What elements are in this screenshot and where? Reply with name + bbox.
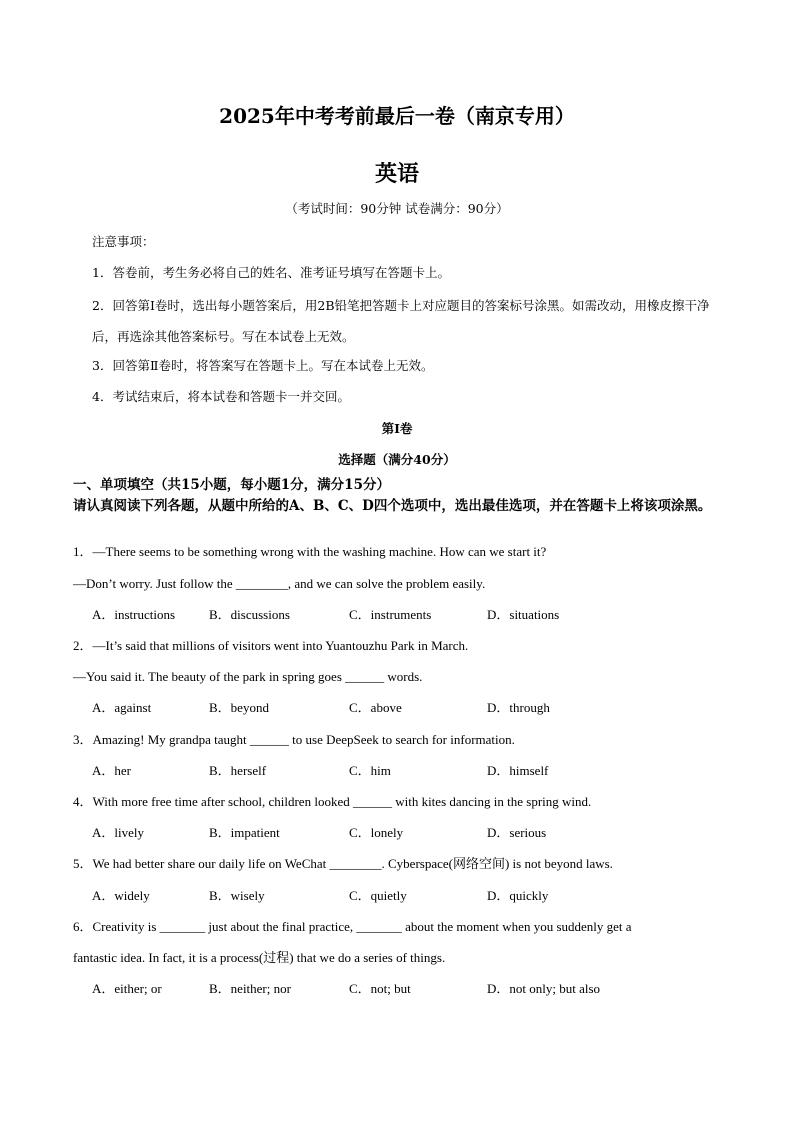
part-subtitle: 选择题（满分40分） xyxy=(338,452,456,467)
question-6-options xyxy=(92,980,712,998)
question-5-option-a: A．widely xyxy=(92,888,150,903)
question-3-option-d: D．himself xyxy=(487,763,549,778)
question-2-option-a: A．against xyxy=(92,700,152,715)
question-6-line-2: fantastic idea. In fact, it is a process(过程) that we do a series of things. xyxy=(73,950,446,965)
question-5-line-1: 5．We had better share our daily life on WeChat ________. Cyberspace(网络空间) is not beyond laws. xyxy=(73,856,613,871)
question-6-option-c: C．not; but xyxy=(349,981,411,996)
question-6-option-a: A．either; or xyxy=(92,981,162,996)
question-5-options xyxy=(92,887,712,905)
question-4-line-1: 4．With more free time after school, children looked ______ with kites dancing in the spring wind. xyxy=(73,794,592,809)
question-4-options xyxy=(92,824,712,842)
question-2-options xyxy=(92,699,712,717)
question-4-option-c: C．lonely xyxy=(349,825,404,840)
note-item-1: 1．答卷前，考生务必将自己的姓名、准考证号填写在答题卡上。 xyxy=(92,265,450,280)
question-6-line-1: 6．Creativity is _______ just about the final practice, _______ about the moment when you suddenly get a xyxy=(73,919,632,934)
part-label: 第Ⅰ卷 xyxy=(381,421,413,436)
question-3-option-c: C．him xyxy=(349,763,391,778)
question-1-line-1: 1．—There seems to be something wrong with the washing machine. How can we start it? xyxy=(73,544,547,559)
exam-title: 2025年中考考前最后一卷（南京专用） xyxy=(219,104,575,128)
question-1-option-c: C．instruments xyxy=(349,607,432,622)
question-3-option-b: B．herself xyxy=(209,763,267,778)
question-6-option-b: B．neither; nor xyxy=(209,981,291,996)
question-1-option-a: A．instructions xyxy=(92,607,176,622)
question-6-option-d: D．not only; but also xyxy=(487,981,601,996)
question-1-option-b: B．discussions xyxy=(209,607,290,622)
question-5-option-d: D．quickly xyxy=(487,888,549,903)
note-item-3: 3．回答第Ⅱ卷时，将答案写在答题卡上。写在本试卷上无效。 xyxy=(92,358,434,373)
subject-title: 英语 xyxy=(374,161,419,187)
question-2-line-1: 2．—It’s said that millions of visitors went into Yuantouzhu Park in March. xyxy=(73,638,469,653)
question-3-line-1: 3．Amazing! My grandpa taught ______ to use DeepSeek to search for information. xyxy=(73,732,515,747)
question-4-option-d: D．serious xyxy=(487,825,547,840)
question-2-option-d: D．through xyxy=(487,700,550,715)
question-5-option-c: C．quietly xyxy=(349,888,407,903)
question-5-option-b: B．wisely xyxy=(209,888,265,903)
question-2-line-2: —You said it. The beauty of the park in spring goes ______ words. xyxy=(73,669,423,684)
notes-heading: 注意事项： xyxy=(92,234,155,249)
note-item-4: 4．考试结束后，将本试卷和答题卡一并交回。 xyxy=(92,389,350,404)
question-3-option-a: A．her xyxy=(92,763,131,778)
question-3-options xyxy=(92,762,712,780)
question-2-option-b: B．beyond xyxy=(209,700,269,715)
section-title: 一、单项填空（共15小题，每小题1分，满分15分） xyxy=(73,477,390,493)
section-instruction: 请认真阅读下列各题，从题中所给的A、B、C、D四个选项中，选出最佳选项，并在答题卡上将该项涂黑。 xyxy=(73,498,712,514)
note-item-2: 2．回答第Ⅰ卷时，选出每小题答案后，用2B铅笔把答题卡上对应题目的答案标号涂黑。如需改动，用橡皮擦干净后，再选涂其他答案标号。写在本试卷上无效。 xyxy=(92,298,710,344)
question-4-option-b: B．impatient xyxy=(209,825,280,840)
question-1-option-d: D．situations xyxy=(487,607,560,622)
question-1-line-2: —Don’t worry. Just follow the ________, and we can solve the problem easily. xyxy=(73,576,486,591)
question-2-option-c: C．above xyxy=(349,700,402,715)
question-4-option-a: A．lively xyxy=(92,825,144,840)
question-1-options xyxy=(92,606,712,624)
exam-info: （考试时间：90分钟 试卷满分：90分） xyxy=(285,201,509,216)
